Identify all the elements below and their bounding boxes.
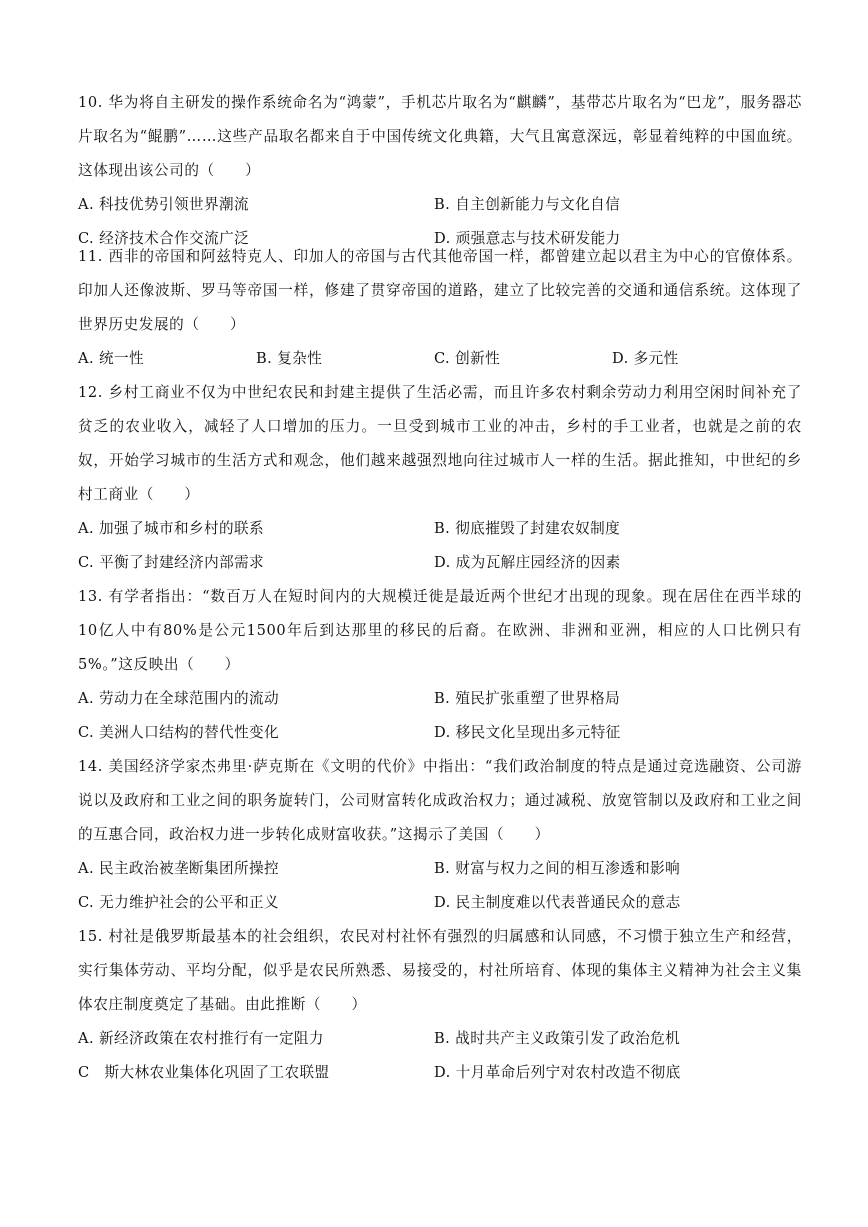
option-a[interactable]: A. 民主政治被垄断集团所操控	[78, 860, 279, 877]
question-11	[78, 240, 802, 376]
option-b[interactable]: B. 自主创新能力与文化自信	[434, 196, 621, 213]
question-stem	[78, 750, 802, 852]
option-c[interactable]: C. 无力维护社会的公平和正义	[78, 894, 280, 911]
option-b[interactable]: B. 彻底摧毁了封建农奴制度	[434, 520, 621, 537]
question-stem	[78, 920, 802, 1022]
option-d[interactable]: D. 顽强意志与技术研发能力	[434, 230, 621, 247]
options-grid	[78, 1022, 802, 1090]
question-stem	[78, 240, 802, 342]
question-number: 10.	[78, 94, 104, 111]
options-row	[78, 342, 802, 376]
option-c[interactable]: C. 美洲人口结构的替代性变化	[78, 724, 280, 741]
question-10	[78, 86, 802, 256]
option-d[interactable]: D. 民主制度难以代表普通民众的意志	[434, 894, 681, 911]
option-a[interactable]: A. 加强了城市和乡村的联系	[78, 520, 264, 537]
options-grid	[78, 512, 802, 580]
question-13	[78, 580, 802, 750]
question-text: 西非的帝国和阿兹特克人、印加人的帝国与古代其他帝国一样，都曾建立起以君主为中心的官僚体系。印加人还像波斯、罗马等帝国一样，修建了贯穿帝国的道路，建立了比较完善的交通和通信系统。这体现了世界历史发展的（ ）	[78, 248, 802, 333]
option-c[interactable]: C. 创新性	[434, 350, 501, 367]
option-d[interactable]: D. 移民文化呈现出多元特征	[434, 724, 621, 741]
option-c[interactable]: C 斯大林农业集体化巩固了工农联盟	[78, 1064, 330, 1081]
question-text: 有学者指出：“数百万人在短时间内的大规模迁徙是最近两个世纪才出现的现象。现在居住在西半球的10亿人中有80%是公元1500年后到达那里的移民的后裔。在欧洲、非洲和亚洲，相应的人口比例只有5%。”这反映出（ ）	[78, 588, 802, 673]
option-d[interactable]: D. 成为瓦解庄园经济的因素	[434, 554, 621, 571]
question-text: 村社是俄罗斯最基本的社会组织，农民对村社怀有强烈的归属感和认同感，不习惯于独立生产和经营，实行集体劳动、平均分配，似乎是农民所熟悉、易接受的，村社所培育、体现的集体主义精神为社会主义集体农庄制度奠定了基础。由此推断（ ）	[78, 928, 802, 1013]
option-b[interactable]: B. 殖民扩张重塑了世界格局	[434, 690, 621, 707]
question-text: 华为将自主研发的操作系统命名为“鸿蒙”，手机芯片取名为“麒麟”，基带芯片取名为“巴龙”，服务器芯片取名为“鲲鹏”……这些产品取名都来自于中国传统文化典籍，大气且寓意深远，彰显着纯粹的中国血统。这体现出该公司的（ ）	[78, 94, 802, 179]
option-b[interactable]: B. 战时共产主义政策引发了政治危机	[434, 1030, 681, 1047]
options-grid	[78, 682, 802, 750]
option-a[interactable]: A. 统一性	[78, 350, 144, 367]
option-a[interactable]: A. 科技优势引领世界潮流	[78, 196, 249, 213]
option-b[interactable]: B. 复杂性	[256, 350, 323, 367]
question-number: 15.	[78, 928, 104, 945]
question-number: 14.	[78, 758, 104, 775]
question-number: 11.	[78, 248, 104, 265]
question-stem	[78, 86, 802, 188]
option-a[interactable]: A. 劳动力在全球范围内的流动	[78, 690, 279, 707]
question-number: 12.	[78, 384, 104, 401]
option-c[interactable]: C. 经济技术合作交流广泛	[78, 230, 250, 247]
option-b[interactable]: B. 财富与权力之间的相互渗透和影响	[434, 860, 681, 877]
question-text: 乡村工商业不仅为中世纪农民和封建主提供了生活必需，而且许多农村剩余劳动力利用空闲时间补充了贫乏的农业收入，减轻了人口增加的压力。一旦受到城市工业的冲击，乡村的手工业者，也就是之前的农奴，开始学习城市的生活方式和观念，他们越来越强烈地向往过城市人一样的生活。据此推知，中世纪的乡村工商业（ ）	[78, 384, 802, 503]
question-12	[78, 376, 802, 580]
option-c[interactable]: C. 平衡了封建经济内部需求	[78, 554, 265, 571]
question-14	[78, 750, 802, 920]
question-stem	[78, 580, 802, 682]
question-text: 美国经济学家杰弗里·萨克斯在《文明的代价》中指出：“我们政治制度的特点是通过竞选融资、公司游说以及政府和工业之间的职务旋转门，公司财富转化成政治权力；通过减税、放宽管制以及政府和工业之间的互惠合同，政治权力进一步转化成财富收获。”这揭示了美国（ ）	[78, 758, 802, 843]
question-15	[78, 920, 802, 1090]
question-number: 13.	[78, 588, 104, 605]
option-a[interactable]: A. 新经济政策在农村推行有一定阻力	[78, 1030, 324, 1047]
options-grid	[78, 852, 802, 920]
question-stem	[78, 376, 802, 512]
option-d[interactable]: D. 十月革命后列宁对农村改造不彻底	[434, 1064, 681, 1081]
option-d[interactable]: D. 多元性	[612, 350, 679, 367]
